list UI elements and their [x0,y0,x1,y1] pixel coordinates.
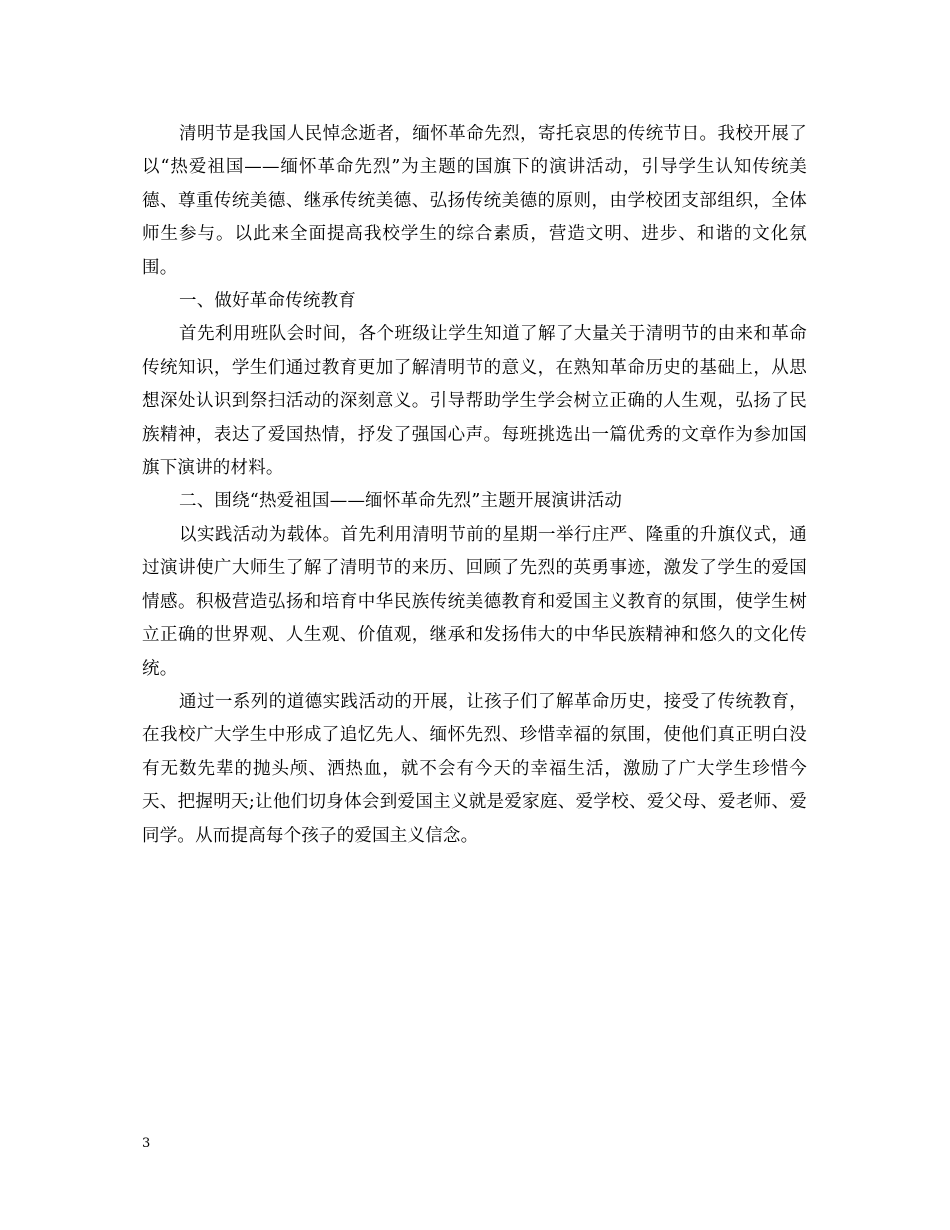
document-body [142,118,807,853]
intro-paragraph: 清明节是我国人民悼念逝者，缅怀革命先烈，寄托哀思的传统节日。我校开展了以“热爱祖国——缅怀革命先烈”为主题的国旗下的演讲活动，引导学生认知传统美德、尊重传统美德、继承传统美德、弘扬传统美德的原则，由学校团支部组织，全体师生参与。以此来全面提高我校学生的综合素质，营造文明、进步、和谐的文化氛围。 [142,124,807,278]
section-1-paragraph: 首先利用班队会时间，各个班级让学生知道了解了大量关于清明节的由来和革命传统知识，学生们通过教育更加了解清明节的意义，在熟知革命历史的基础上，从思想深处认识到祭扫活动的深刻意义。引导帮助学生学会树立正确的人生观，弘扬了民族精神，表达了爱国热情，抒发了强国心声。每班挑选出一篇优秀的文章作为参加国旗下演讲的材料。 [142,324,807,479]
conclusion-paragraph: 通过一系列的道德实践活动的开展，让孩子们了解革命历史，接受了传统教育，在我校广大学生中形成了追忆先人、缅怀先烈、珍惜幸福的氛围，使他们真正明白没有无数先辈的抛头颅、洒热血，就不会有今天的幸福生活，激励了广大学生珍惜今天、把握明天;让他们切身体会到爱国主义就是爱家庭、爱学校、爱父母、爱老师、爱同学。从而提高每个孩子的爱国主义信念。 [142,691,807,846]
section-2-paragraph: 以实践活动为载体。首先利用清明节前的星期一举行庄严、隆重的升旗仪式，通过演讲使广大师生了解了清明节的来历、回顾了先烈的英勇事迹，激发了学生的爱国情感。积极营造弘扬和培育中华民族传统美德教育和爱国主义教育的氛围，使学生树立正确的世界观、人生观、价值观，继承和发扬伟大的中华民族精神和悠久的文化传统。 [142,524,807,679]
section-heading-2: 二、围绕“热爱祖国——缅怀革命先烈”主题开展演讲活动 [179,491,623,512]
page-number: 3 [142,1136,151,1151]
section-heading-1: 一、做好革命传统教育 [179,291,356,312]
